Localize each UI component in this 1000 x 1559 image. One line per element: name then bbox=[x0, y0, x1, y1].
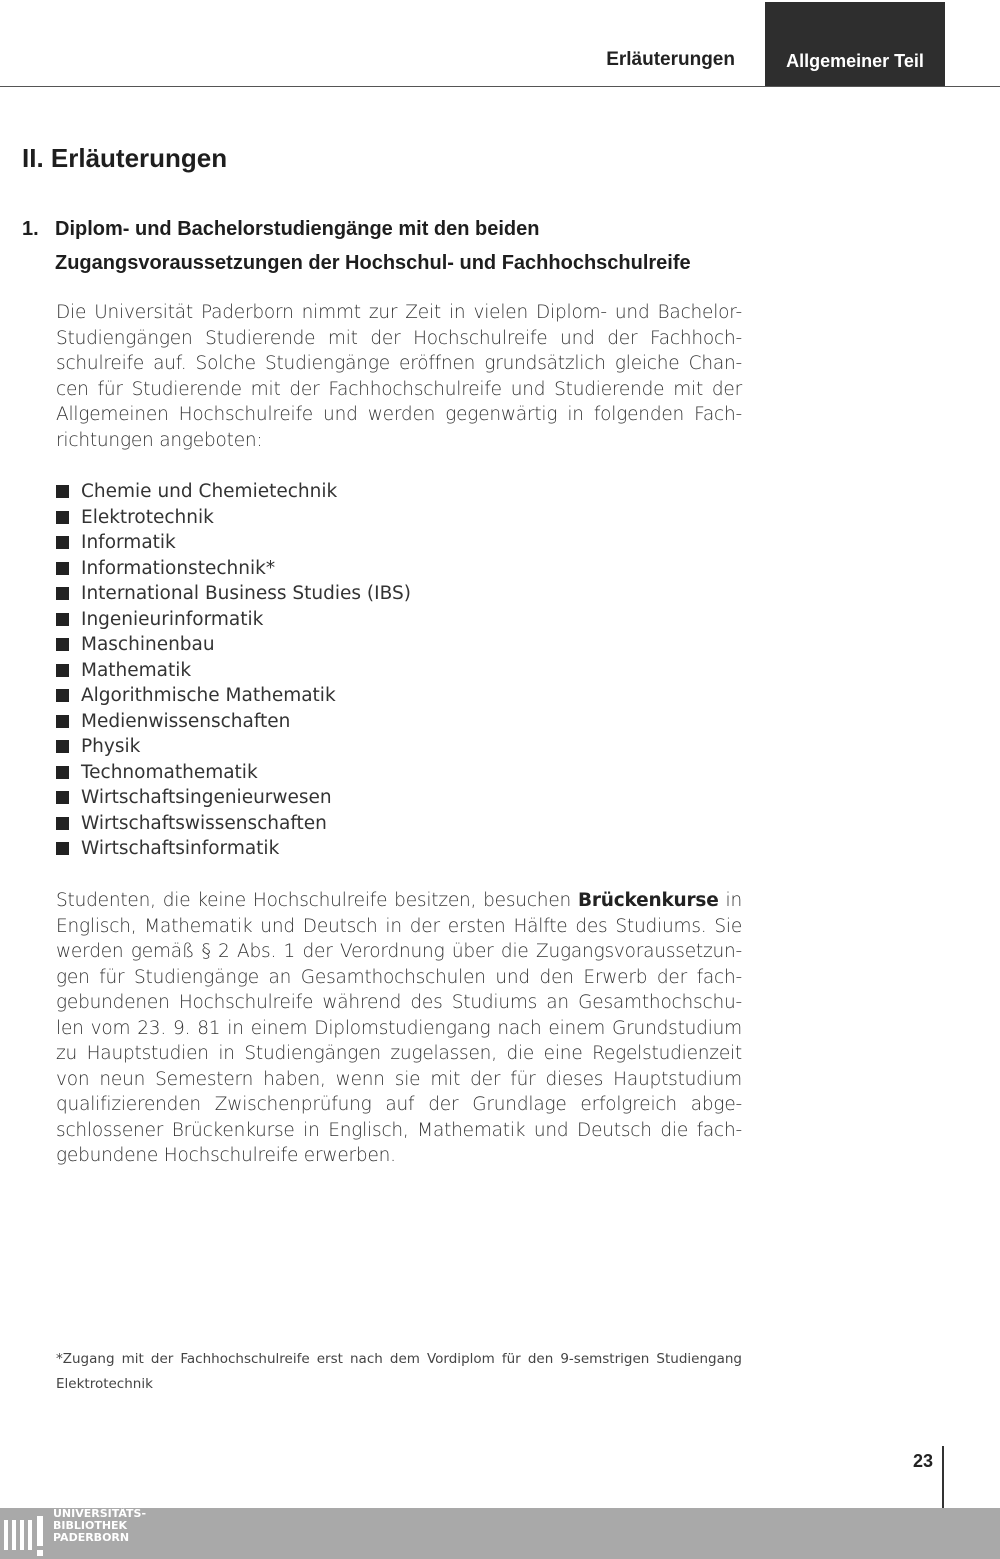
program-name: Wirtschaftsinformatik bbox=[81, 838, 280, 859]
square-bullet-icon bbox=[56, 791, 69, 804]
program-list-item bbox=[56, 556, 411, 582]
program-name: Technomathematik bbox=[81, 761, 258, 783]
program-list-item bbox=[56, 658, 411, 684]
header-tab: Allgemeiner Teil bbox=[765, 2, 945, 86]
square-bullet-icon bbox=[56, 740, 69, 753]
library-name-line1: UNIVERSITÄTS- bbox=[53, 1507, 147, 1520]
square-bullet-icon bbox=[56, 536, 69, 549]
program-list-item bbox=[56, 734, 411, 760]
page-number-rule bbox=[942, 1446, 944, 1508]
program-name: Physik bbox=[81, 736, 141, 757]
program-list-item bbox=[56, 785, 411, 811]
bridge-text-before: Studenten, die keine Hochschulreife besitzen, besuchen bbox=[56, 890, 578, 911]
footnote: *Zugang mit der Fachhochschulreife erst nach dem Vordiplom für den 9-semstrigen Studiengang Elektrotechnik bbox=[56, 1351, 742, 1392]
program-list-item bbox=[56, 836, 411, 862]
section-number: 1. bbox=[22, 218, 39, 240]
square-bullet-icon bbox=[56, 817, 69, 830]
program-name: Medienwissenschaften bbox=[81, 710, 291, 732]
intro-paragraph: Die Universität Paderborn nimmt zur Zeit in vielen Diplom- und Bachelor-Studiengängen Studierende mit der Hochschulreife und der Fachhoch-schulreife auf. Solche Studiengänge eröffnen grundsätzlich gleiche Chan-cen für Studierende mit der Fachhochschulreife und Studierende mit der Allgemeinen Hochschulreife und werden gegenwärtig in folgenden Fach-richtungen angeboten: bbox=[56, 302, 742, 451]
program-list-item bbox=[56, 811, 411, 837]
program-name: International Business Studies (IBS) bbox=[81, 583, 411, 604]
program-name: Algorithmische Mathematik bbox=[81, 685, 336, 706]
square-bullet-icon bbox=[56, 562, 69, 575]
header-rule bbox=[0, 86, 1000, 87]
program-list-item bbox=[56, 760, 411, 786]
square-bullet-icon bbox=[56, 613, 69, 626]
program-list-item bbox=[56, 607, 411, 633]
header-section-label: Erläuterungen bbox=[606, 49, 735, 70]
square-bullet-icon bbox=[56, 689, 69, 702]
library-name bbox=[53, 1508, 146, 1544]
program-list-item bbox=[56, 530, 411, 556]
program-name: Elektrotechnik bbox=[81, 506, 214, 528]
square-bullet-icon bbox=[56, 664, 69, 677]
program-name: Wirtschaftsingenieurwesen bbox=[81, 787, 332, 808]
square-bullet-icon bbox=[56, 766, 69, 779]
program-list-item bbox=[56, 709, 411, 735]
program-name: Wirtschaftswissenschaften bbox=[81, 812, 327, 834]
program-name: Maschinenbau bbox=[81, 634, 215, 655]
program-list-item bbox=[56, 479, 411, 505]
program-list-item bbox=[56, 632, 411, 658]
library-footer-bar bbox=[0, 1508, 1000, 1559]
program-name: Informationstechnik* bbox=[81, 557, 276, 579]
library-name-line3: PADERBORN bbox=[53, 1531, 130, 1544]
program-list-item bbox=[56, 581, 411, 607]
bridge-emphasis: Brückenkurse bbox=[577, 890, 719, 911]
square-bullet-icon bbox=[56, 638, 69, 651]
square-bullet-icon bbox=[56, 511, 69, 524]
library-logo-icon bbox=[4, 1516, 50, 1558]
program-name: Chemie und Chemietechnik bbox=[81, 481, 338, 502]
section-heading-line1: Diplom- und Bachelorstudiengänge mit den beiden bbox=[55, 218, 540, 240]
section-heading-line2: Zugangsvoraussetzungen der Hochschul- und Fachhochschulreife bbox=[55, 252, 691, 274]
square-bullet-icon bbox=[56, 485, 69, 498]
page-number: 23 bbox=[913, 1451, 934, 1471]
library-name-line2: BIBLIOTHEK bbox=[53, 1519, 128, 1532]
square-bullet-icon bbox=[56, 715, 69, 728]
square-bullet-icon bbox=[56, 587, 69, 600]
program-list bbox=[56, 479, 411, 862]
square-bullet-icon bbox=[56, 842, 69, 855]
program-list-item bbox=[56, 683, 411, 709]
bridge-paragraph bbox=[56, 888, 742, 1169]
program-name: Mathematik bbox=[81, 659, 192, 681]
program-list-item bbox=[56, 505, 411, 531]
program-name: Ingenieurinformatik bbox=[81, 608, 264, 630]
program-name: Informatik bbox=[81, 532, 176, 553]
section-heading bbox=[22, 212, 691, 280]
bridge-text-after: in Englisch, Mathematik und Deutsch in der ersten Hälfte des Studiums. Sie werden gemäß § 2 Abs. 1 der Verordnung über die Zugangsvoraussetzun-gen für Studiengänge an Gesamthochschulen und den Erwerb der fach-gebundenen Hochschulreife während des Studiums an Gesamthochschu-len vom 23. 9. 81 in einem Diplomstudiengang nach einem Grundstudium zu Hauptstudien in Studiengängen zugelassen, die eine Regelstudienzeit von neun Semestern haben, wenn sie mit der für dieses Hauptstudium qualifizierenden Zwischenprüfung auf der Grundlage erfolgreich abge-schlossener Brückenkurse in Englisch, Mathematik und Deutsch die fach-gebundene Hochschulreife erwerben. bbox=[56, 890, 742, 1166]
page-title: II. Erläuterungen bbox=[22, 143, 228, 173]
